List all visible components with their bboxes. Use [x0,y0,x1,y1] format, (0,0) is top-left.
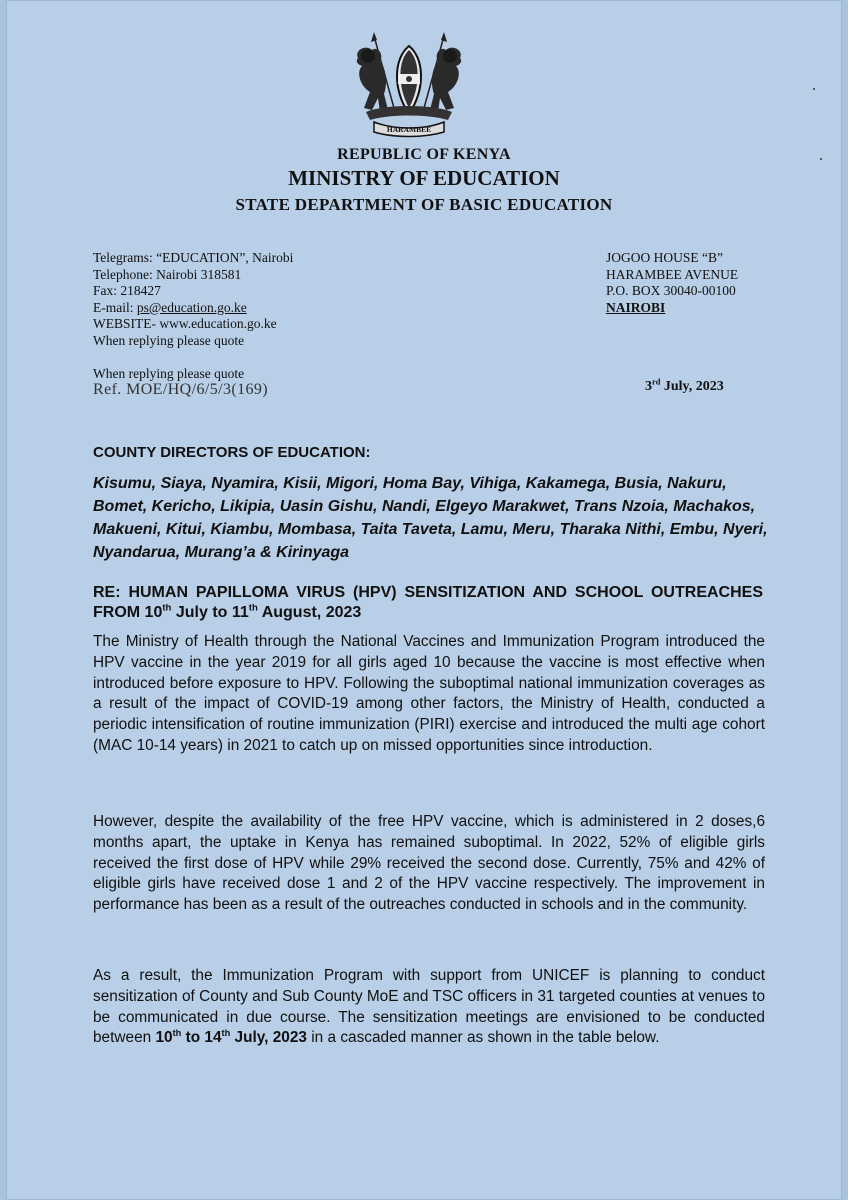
quote-note: When replying please quote [93,366,245,381]
body-paragraph-2: However, despite the availability of the free HPV vaccine, which is administered in 2 doses,6 months apart, the uptake in Kenya has remained suboptimal. In 2022, 52% of eligible girls received the first dose of HPV while 29% received the second dose. Currently, 75% and 42% of eligible girls have received dose 1 and 2 of the HPV vaccine respectively. The improvement in performance has been as a result of the outreaches conducted in schools and in the community. [93,813,765,914]
coat-of-arms-emblem [344,28,474,138]
address-line-2: HARAMBEE AVENUE [606,266,739,282]
p3-date-end: July, 2023 [230,1029,307,1047]
letter-date [645,379,724,395]
body-paragraph-1: The Ministry of Health through the National Vaccines and Immunization Program introduced the HPV vaccine in the year 2019 for all girls aged 10 because the vaccine is most effective when introduced before exposure to HPV. Following the suboptimal national immunization coverages as a result of the impact of COVID-19 among other factors, the Ministry of Health, conducted a periodic intensification of routine immunization (PIRI) exercise and introduced the multi age cohort (MAC 10-14 years) in 2021 to catch up on missed opportunities since introduction. [93,633,765,754]
reference-number: Ref. MOE/HQ/6/5/3(169) [93,381,269,398]
republic-heading: REPUBLIC OF KENYA [337,146,511,163]
p3-date-mid: to 14 [181,1029,222,1047]
subject-line [93,583,763,623]
postal-address [606,250,738,316]
email-label: E-mail: [93,299,137,315]
emblem-motto: HARAMBEE [386,125,432,134]
address-line-1: JOGOO HOUSE “B” [606,250,723,265]
p3-sup-2: th [221,1028,231,1039]
p3-sup-1: th [172,1028,182,1039]
email-link[interactable]: ps@education.go.ke [136,299,247,315]
ministry-heading: MINISTRY OF EDUCATION [288,166,560,190]
address-city: NAIROBI [606,299,666,315]
telephone-line: Telephone: Nairobi 318581 [93,266,242,282]
fax-line: Fax: 218427 [93,283,161,299]
scan-speck [813,88,815,90]
date-suffix: rd [652,377,661,387]
website-line: WEBSITE- www.education.go.ke [93,316,277,332]
county-list: Kisumu, Siaya, Nyamira, Kisii, Migori, Homa Bay, Vihiga, Kakamega, Busia, Nakuru, Bomet, Kericho, Likipia, Uasin Gishu, Nandi, Elgeyo Marakwet, Trans Nzoia, Machakos, Makueni, Kitui, Kiambu, Mombasa, Taita Taveta, Lamu, Meru, Tharaka Nithi, Embu, Nyeri, Nyandarua, Murang’a & Kirinyaga [93,475,768,561]
addressee-title: COUNTY DIRECTORS OF EDUCATION: [93,444,371,461]
subject-sup-1: th [162,602,172,614]
reply-note: When replying please quote [93,332,245,348]
telegrams-line: Telegrams: “EDUCATION”, Nairobi [93,250,294,265]
scan-speck [820,158,822,160]
contact-details [93,250,293,350]
department-heading: STATE DEPARTMENT OF BASIC EDUCATION [235,195,613,214]
p3-date-start: 10 [155,1029,173,1047]
date-rest: July, 2023 [660,379,724,394]
subject-part-2: July to 11 [171,604,249,621]
reference-block [93,366,268,398]
p3-text-end: in a cascaded manner as shown in the table below. [306,1029,660,1047]
subject-part-3: August, 2023 [257,604,362,621]
address-line-3: P.O. BOX 30040-00100 [606,283,736,299]
subject-part-1: RE: HUMAN PAPILLOMA VIRUS (HPV) SENSITIZATION AND SCHOOL OUTREACHES FROM 10 [93,584,763,621]
email-line [93,300,293,317]
date-day: 3 [645,379,652,394]
body-paragraph-3 [93,966,765,1049]
p3-text-start: As a result, the Immunization Program with support from UNICEF is planning to conduct sensitization of County and Sub County MoE and TSC officers in 31 targeted counties at venues to be communicated in due course. The sensitization meetings are envisioned to be conducted between [93,967,765,1047]
subject-sup-2: th [248,602,258,614]
